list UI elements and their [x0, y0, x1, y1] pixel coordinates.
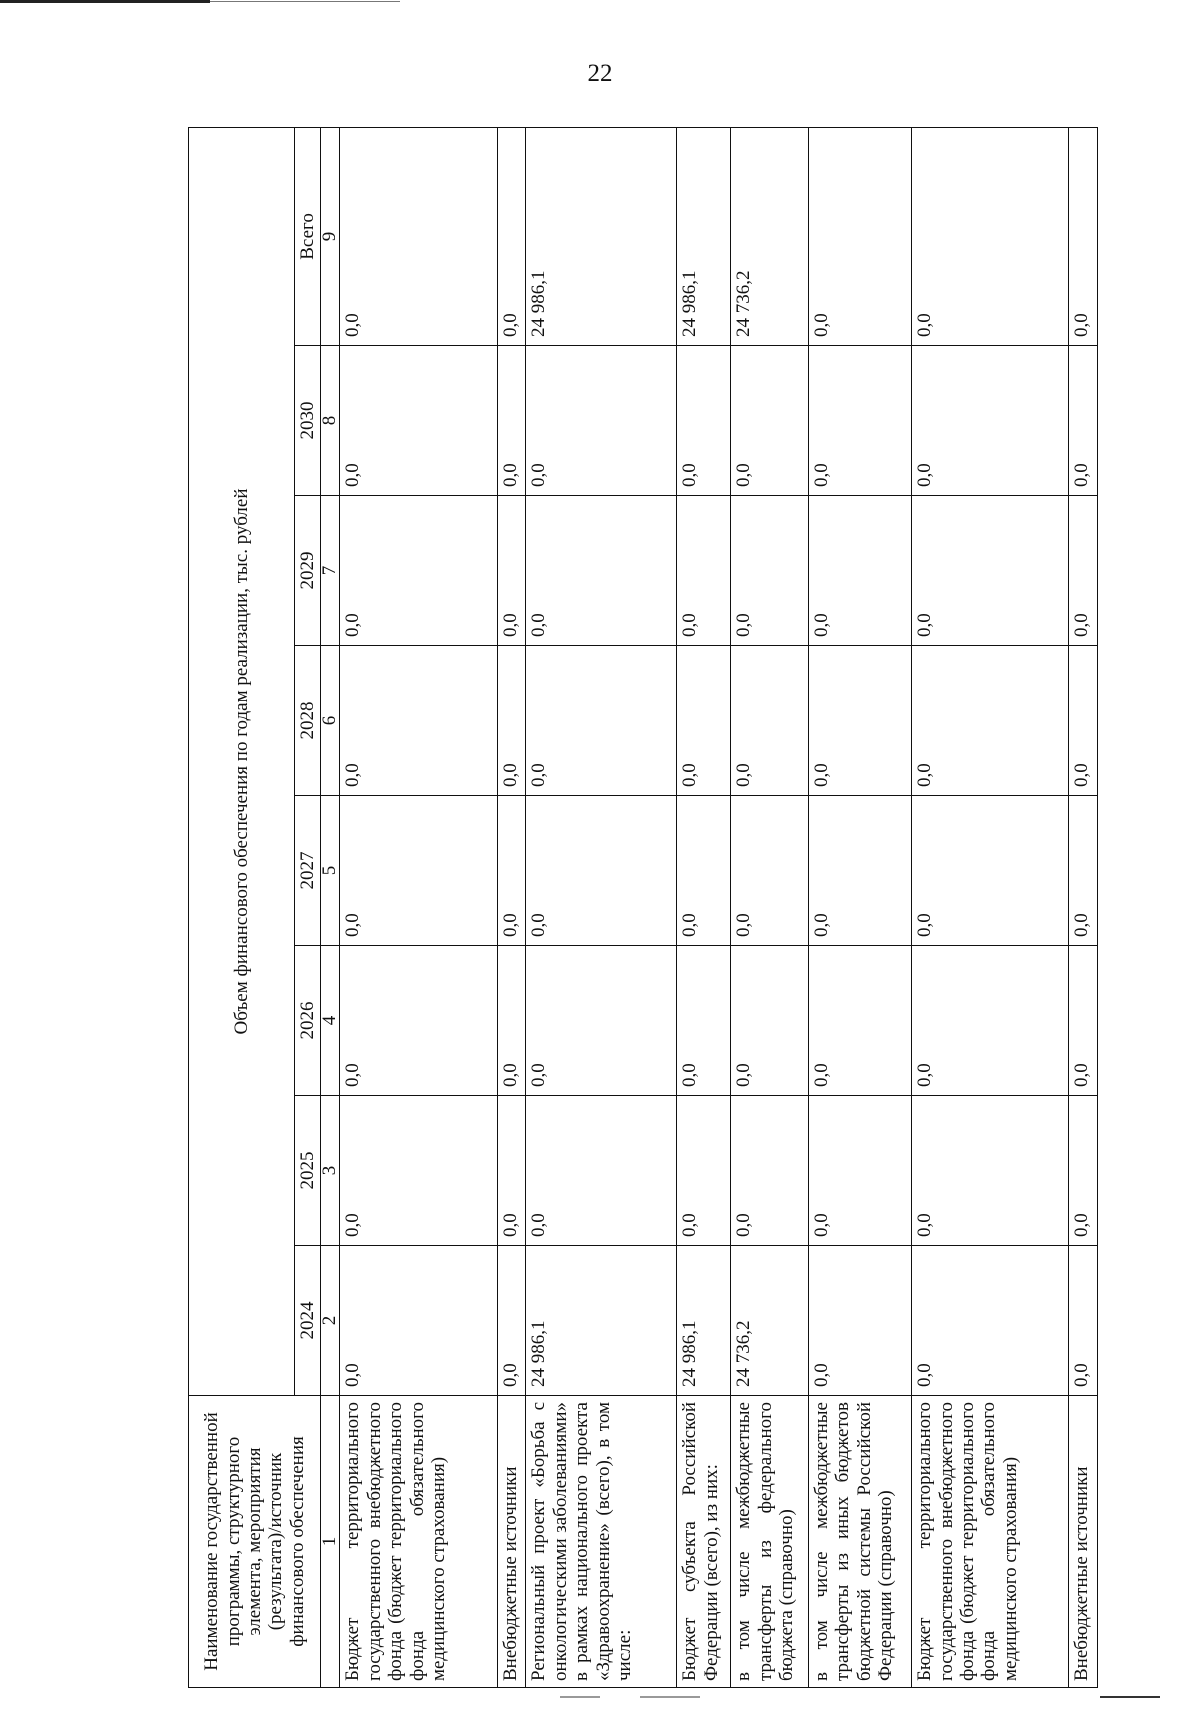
- financing-table: [188, 127, 1098, 1688]
- row-value: 0,0: [912, 1096, 1069, 1246]
- row-value: 0,0: [912, 796, 1069, 946]
- row-value: 0,0: [340, 946, 497, 1096]
- row-value: 0,0: [1069, 346, 1098, 496]
- row-value: 24 986,1: [526, 1246, 677, 1396]
- row-value: 0,0: [808, 796, 911, 946]
- row-value: 0,0: [912, 946, 1069, 1096]
- scan-edge-line: [0, 0, 210, 3]
- row-name: Внебюджетные источники: [497, 1396, 526, 1688]
- row-value: 0,0: [808, 1096, 911, 1246]
- row-total: 24 736,2: [731, 127, 809, 345]
- year-header: 2028: [295, 646, 321, 796]
- name-column-header: Наименование государственной программы, структурного элемента, мероприятия (результата)/источник финансового обеспечения: [189, 1396, 321, 1688]
- column-index: 7: [321, 496, 340, 646]
- row-value: 0,0: [340, 646, 497, 796]
- row-value: 0,0: [497, 946, 526, 1096]
- column-index: 9: [321, 127, 340, 345]
- row-value: 0,0: [912, 346, 1069, 496]
- row-value: 0,0: [340, 796, 497, 946]
- row-value: 0,0: [497, 346, 526, 496]
- table-row: [731, 127, 809, 1687]
- table-body: [340, 127, 1098, 1687]
- column-index: 8: [321, 346, 340, 496]
- row-value: 0,0: [526, 1096, 677, 1246]
- row-value: 0,0: [808, 646, 911, 796]
- row-total: 24 986,1: [526, 127, 677, 345]
- scan-mark: [560, 1696, 600, 1698]
- row-value: 0,0: [677, 496, 731, 646]
- column-index: 3: [321, 1096, 340, 1246]
- row-name: в том числе межбюджетные трансферты из иных бюджетов бюджетной системы Российской Федерации (справочно): [808, 1396, 911, 1688]
- row-value: 0,0: [731, 496, 809, 646]
- row-value: 0,0: [731, 646, 809, 796]
- row-total: 0,0: [912, 127, 1069, 345]
- row-value: 24 736,2: [731, 1246, 809, 1396]
- rotated-table-container: [188, 128, 1098, 1688]
- volume-header: Объем финансового обеспечения по годам реализации, тыс. рублей: [189, 127, 295, 1395]
- row-value: 0,0: [808, 946, 911, 1096]
- table-row: [526, 127, 677, 1687]
- row-value: 0,0: [497, 796, 526, 946]
- row-value: 0,0: [340, 1246, 497, 1396]
- row-value: 0,0: [526, 946, 677, 1096]
- table-row: [1069, 127, 1098, 1687]
- row-value: 0,0: [731, 946, 809, 1096]
- row-value: 0,0: [808, 1246, 911, 1396]
- column-index: 2: [321, 1246, 340, 1396]
- row-total: 0,0: [1069, 127, 1098, 345]
- row-value: 0,0: [526, 646, 677, 796]
- year-header: 2026: [295, 946, 321, 1096]
- row-value: 0,0: [1069, 496, 1098, 646]
- scan-edge-line-faint: [210, 1, 400, 2]
- table-row: [808, 127, 911, 1687]
- row-total: 0,0: [340, 127, 497, 345]
- year-header: 2025: [295, 1096, 321, 1246]
- year-header: 2024: [295, 1246, 321, 1396]
- row-name: Региональный проект «Борьба с онкологическими заболеваниями» в рамках национального проекта «Здравоохранение» (всего), в том числе:: [526, 1396, 677, 1688]
- row-value: 0,0: [497, 646, 526, 796]
- scan-bottom-marks: [0, 1696, 1200, 1702]
- row-total: 0,0: [497, 127, 526, 345]
- row-value: 24 986,1: [677, 1246, 731, 1396]
- row-value: 0,0: [526, 346, 677, 496]
- row-value: 0,0: [340, 346, 497, 496]
- table-row: [912, 127, 1069, 1687]
- row-value: 0,0: [497, 496, 526, 646]
- row-name: Бюджет субъекта Российской Федерации (всего), из них:: [677, 1396, 731, 1688]
- row-value: 0,0: [1069, 1246, 1098, 1396]
- row-value: 0,0: [497, 1096, 526, 1246]
- row-total: 24 986,1: [677, 127, 731, 345]
- row-value: 0,0: [1069, 646, 1098, 796]
- column-index: 4: [321, 946, 340, 1096]
- row-value: 0,0: [731, 346, 809, 496]
- row-name: в том числе межбюджетные трансферты из федерального бюджета (справочно): [731, 1396, 809, 1688]
- row-value: 0,0: [912, 646, 1069, 796]
- row-value: 0,0: [526, 496, 677, 646]
- row-value: 0,0: [677, 946, 731, 1096]
- row-value: 0,0: [497, 1246, 526, 1396]
- row-value: 0,0: [808, 346, 911, 496]
- scan-mark: [1100, 1696, 1160, 1698]
- year-header: 2030: [295, 346, 321, 496]
- row-value: 0,0: [731, 1096, 809, 1246]
- row-value: 0,0: [677, 346, 731, 496]
- row-value: 0,0: [340, 1096, 497, 1246]
- row-value: 0,0: [677, 1096, 731, 1246]
- table-row: [677, 127, 731, 1687]
- row-value: 0,0: [808, 496, 911, 646]
- year-header: 2029: [295, 496, 321, 646]
- row-value: 0,0: [677, 796, 731, 946]
- row-value: 0,0: [912, 1246, 1069, 1396]
- column-index: 6: [321, 646, 340, 796]
- row-value: 0,0: [1069, 1096, 1098, 1246]
- row-value: 0,0: [1069, 946, 1098, 1096]
- scan-mark: [640, 1696, 700, 1698]
- table-row: [497, 127, 526, 1687]
- row-name: Бюджет территориального государственного внебюджетного фонда (бюджет территориального фонда обязательного медицинского страхования): [912, 1396, 1069, 1688]
- row-value: 0,0: [912, 496, 1069, 646]
- row-name: Бюджет территориального государственного внебюджетного фонда (бюджет территориального фонда обязательного медицинского страхования): [340, 1396, 497, 1688]
- column-index: 5: [321, 796, 340, 946]
- row-value: 0,0: [340, 496, 497, 646]
- row-value: 0,0: [526, 796, 677, 946]
- row-value: 0,0: [677, 646, 731, 796]
- table-row: [340, 127, 497, 1687]
- page-number: 22: [587, 60, 613, 87]
- year-header: 2027: [295, 796, 321, 946]
- row-value: 0,0: [731, 796, 809, 946]
- row-value: 0,0: [1069, 796, 1098, 946]
- total-header: Всего: [295, 127, 321, 345]
- row-name: Внебюджетные источники: [1069, 1396, 1098, 1688]
- column-index: 1: [321, 1396, 340, 1688]
- row-total: 0,0: [808, 127, 911, 345]
